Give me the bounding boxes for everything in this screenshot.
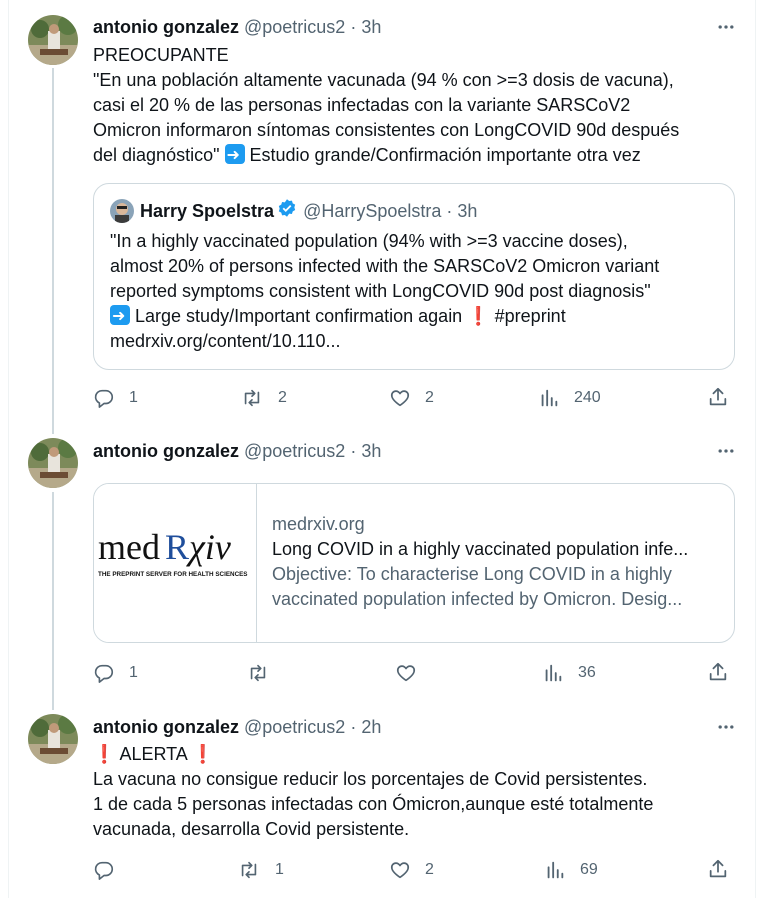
separator-dot: · — [350, 441, 357, 461]
views-icon — [538, 387, 560, 409]
quote-author-handle[interactable]: @HarrySpoelstra — [303, 200, 442, 221]
retweet-icon — [240, 387, 264, 409]
tweet[interactable] — [0, 0, 762, 425]
more-icon[interactable] — [714, 716, 738, 738]
views-icon — [544, 859, 566, 881]
tweet[interactable] — [0, 425, 762, 709]
views-count: 240 — [574, 389, 601, 406]
reply-button[interactable] — [93, 858, 129, 882]
like-button[interactable] — [389, 386, 434, 410]
tweet-actions — [93, 661, 735, 685]
verified-icon — [277, 198, 297, 223]
quote-link[interactable]: medrxiv.org/content/10.110... — [110, 331, 341, 351]
author-handle[interactable]: @poetricus2 — [244, 17, 346, 37]
retweet-button[interactable] — [237, 858, 284, 882]
author-name[interactable]: antonio gonzalez — [93, 17, 239, 37]
reply-button[interactable] — [93, 661, 138, 685]
share-icon[interactable] — [707, 386, 729, 413]
like-icon — [389, 859, 411, 881]
more-icon[interactable] — [714, 16, 738, 38]
like-button[interactable] — [389, 858, 434, 882]
svg-text:χiv: χiv — [189, 527, 231, 567]
author-name[interactable]: antonio gonzalez — [93, 717, 239, 737]
exclamation-emoji: ❗ — [467, 306, 490, 327]
separator-dot: · — [350, 17, 357, 37]
views-button[interactable] — [544, 858, 598, 882]
reply-count: 1 — [129, 389, 138, 406]
svg-text:med: med — [98, 527, 160, 567]
share-icon[interactable] — [707, 661, 729, 688]
like-count: 2 — [425, 389, 434, 406]
retweet-icon — [246, 662, 270, 684]
link-card[interactable] — [93, 483, 735, 643]
views-button[interactable] — [542, 661, 596, 685]
card-thumbnail — [94, 484, 257, 642]
tweet-text: ❗ ALERTA ❗ La vacuna no consigue reducir los porcentajes de Covid persistentes. 1 de cada 5 personas infectadas con Ómicron,aunque esté totalmente vacunada, desarrolla Covid persistente. — [93, 744, 654, 839]
retweet-count: 1 — [275, 861, 284, 878]
tweet-actions — [93, 386, 735, 410]
timestamp[interactable]: 3h — [361, 17, 382, 37]
separator-dot: · — [350, 717, 357, 737]
hashtag-link[interactable]: #preprint — [494, 306, 566, 326]
author-name[interactable]: antonio gonzalez — [93, 441, 239, 461]
share-icon[interactable] — [707, 858, 729, 885]
like-count: 2 — [425, 861, 434, 878]
quote-timestamp[interactable]: 3h — [457, 200, 478, 221]
reply-icon — [93, 662, 115, 684]
card-description: Objective: To characterise Long COVID in a highly vaccinated population infected by Omicron. Desig... — [272, 564, 683, 609]
arrow-right-emoji — [225, 144, 245, 164]
avatar[interactable] — [28, 15, 78, 65]
like-icon — [389, 387, 411, 409]
retweet-icon — [237, 859, 261, 881]
author-handle[interactable]: @poetricus2 — [244, 717, 346, 737]
svg-text:THE PREPRINT SERVER FOR HEALTH: THE PREPRINT SERVER FOR HEALTH SCIENCES — [98, 571, 248, 578]
arrow-right-emoji — [110, 305, 130, 325]
separator-dot: · — [446, 200, 453, 221]
views-button[interactable] — [538, 386, 601, 410]
exclamation-emoji: ❗ — [93, 744, 116, 765]
reply-icon — [93, 387, 115, 409]
like-icon — [395, 662, 417, 684]
quoted-tweet[interactable] — [93, 183, 735, 370]
quote-author-name[interactable]: Harry Spoelstra — [140, 200, 275, 221]
card-domain: medrxiv.org — [272, 514, 365, 534]
like-button[interactable] — [395, 661, 431, 685]
tweet[interactable] — [0, 709, 762, 898]
reply-button[interactable] — [93, 386, 138, 410]
timestamp[interactable]: 3h — [361, 441, 382, 461]
views-count: 69 — [580, 861, 598, 878]
author-handle[interactable]: @poetricus2 — [244, 441, 346, 461]
views-icon — [542, 662, 564, 684]
exclamation-emoji: ❗ — [191, 744, 215, 765]
retweet-button[interactable] — [240, 386, 287, 410]
card-title: Long COVID in a highly vaccinated population infe... — [272, 539, 689, 559]
quote-avatar — [110, 199, 134, 223]
reply-icon — [93, 859, 115, 881]
retweet-button[interactable] — [246, 661, 284, 685]
retweet-count: 2 — [278, 389, 287, 406]
avatar[interactable] — [28, 438, 78, 488]
quote-text: "In a highly vaccinated population (94% with >=3 vaccine doses), almost 20% of persons infected with the SARSCoV2 Omicron variant reported symptoms consistent with LongCOVID 90d post diagnosis" ➜ Large study/Important confirmation again ❗ #preprint medrxiv.org/content/10.110... — [110, 229, 720, 354]
timestamp[interactable]: 2h — [361, 717, 382, 737]
more-icon[interactable] — [714, 440, 738, 462]
svg-text:R: R — [165, 527, 190, 567]
views-count: 36 — [578, 664, 596, 681]
avatar[interactable] — [28, 714, 78, 764]
tweet-actions — [93, 858, 735, 882]
reply-count: 1 — [129, 664, 138, 681]
tweet-text: PREOCUPANTE "En una población altamente vacunada (94 % con >=3 dosis de vacuna), casi el 20 % de las personas infectadas con la variante SARSCoV2 Omicron informaron síntomas consistentes con LongCOVID 90d después del diagnóstico" ➜ Estudio grande/Confirmación importante otra vez — [93, 43, 738, 168]
